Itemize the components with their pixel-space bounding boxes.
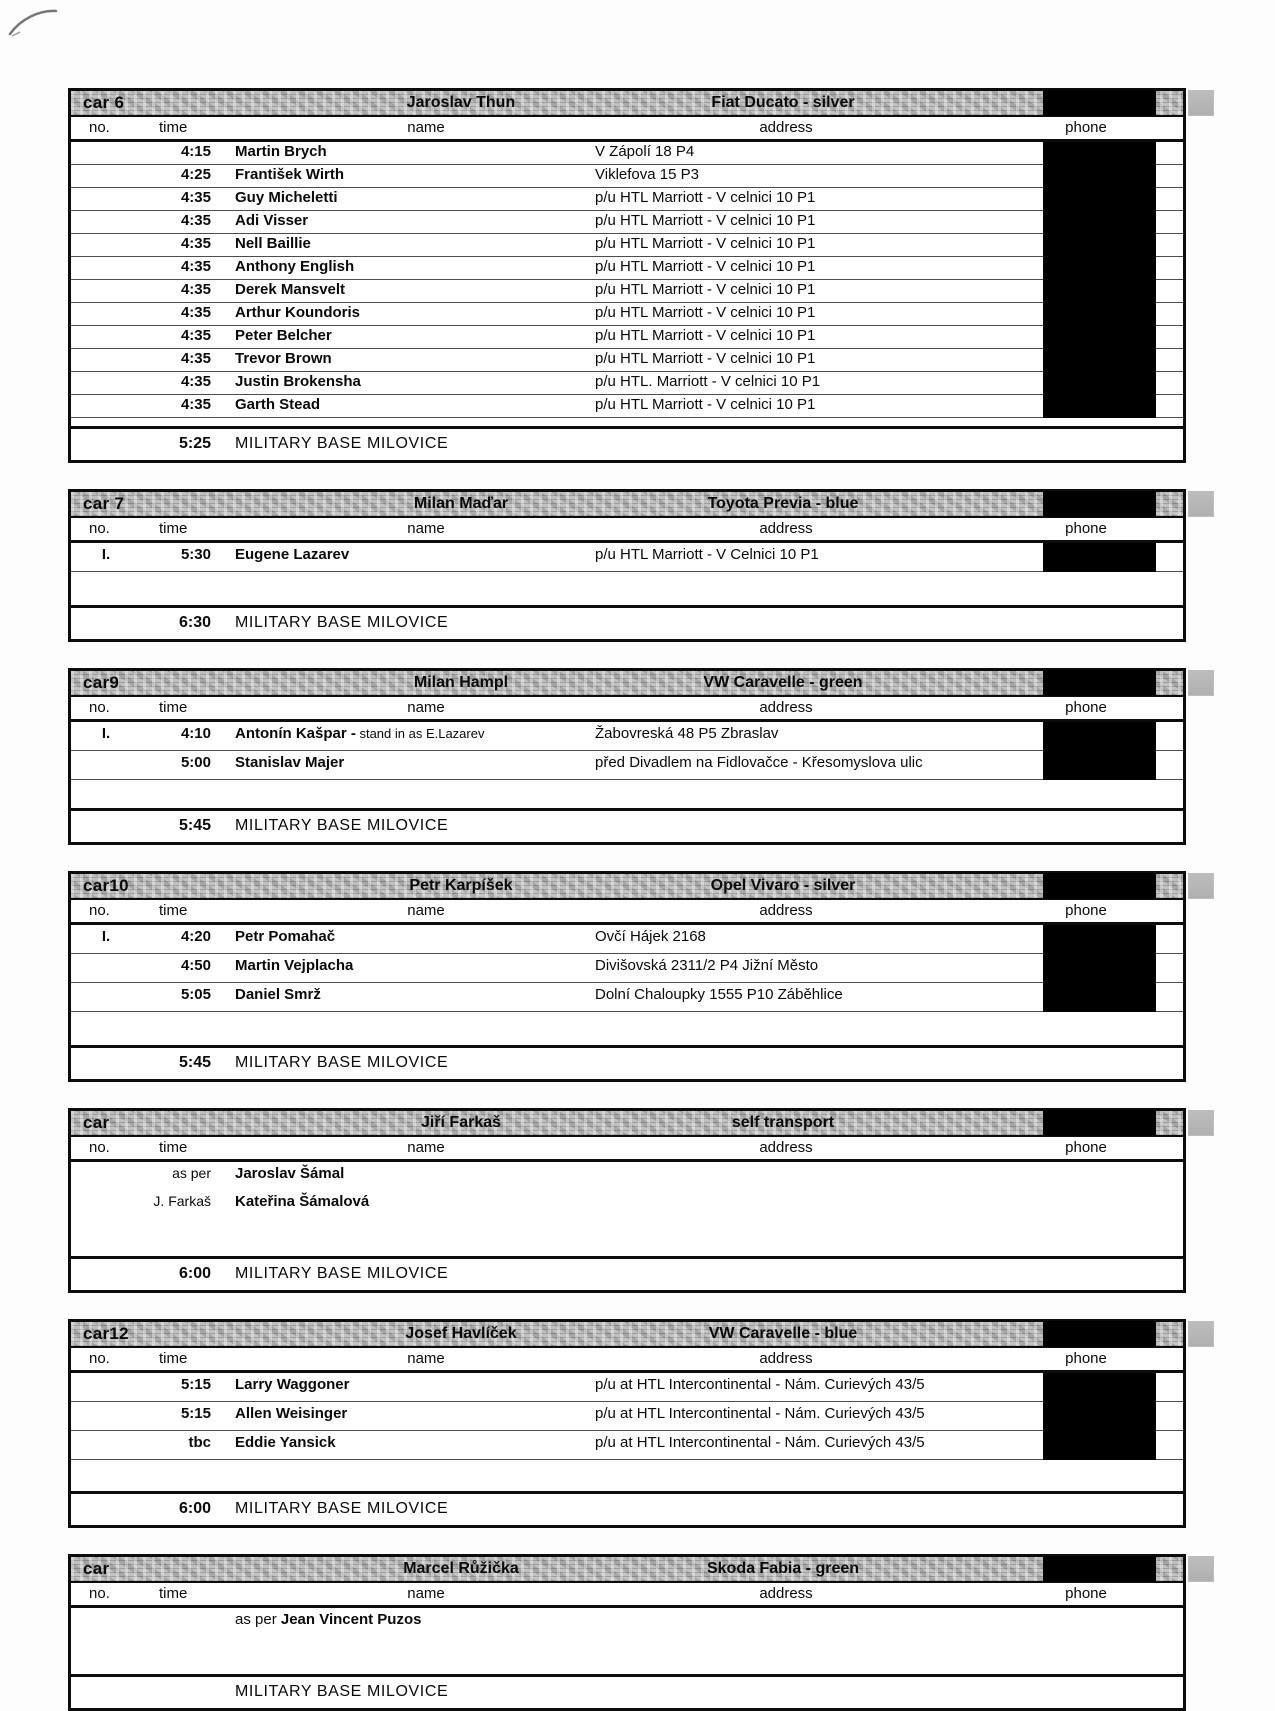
row-number: I. (101, 928, 111, 945)
departure-destination: MILITARY BASE MILOVICE (235, 1265, 449, 1282)
passenger-name (235, 212, 585, 229)
name-text: František Wirth (235, 166, 345, 183)
pickup-address: p/u at HTL Intercontinental - Nám. Curievých 43/5 (595, 1405, 925, 1422)
pickup-time: 4:35 (180, 212, 211, 229)
name-text: Guy Micheletti (235, 189, 338, 206)
passenger-name (235, 258, 585, 275)
phone-redaction-block (1043, 543, 1156, 572)
phone-redaction-block (1043, 925, 1156, 1012)
pickup-address: p/u HTL. Marriott - V celnici 10 P1 (595, 373, 821, 390)
table-header-bar (71, 671, 1183, 697)
table-header-bar (71, 1557, 1183, 1583)
pickup-address: p/u HTL Marriott - V celnici 10 P1 (595, 327, 816, 344)
departure-time: 6:30 (178, 614, 211, 631)
pickup-address: Divišovská 2311/2 P4 Jižní Město (595, 957, 819, 974)
column-header-row (71, 518, 1183, 543)
passenger-row (71, 925, 1183, 954)
phone-redaction-bar (1043, 670, 1156, 696)
passenger-name (235, 1165, 585, 1182)
car-label: car 6 (83, 93, 125, 112)
col-header-no: no. (89, 1139, 110, 1156)
col-header-time: time (159, 699, 188, 716)
table-body (71, 1162, 1183, 1256)
pickup-address: Ovčí Hájek 2168 (595, 928, 706, 945)
rows-container (71, 1162, 1183, 1218)
vehicle-label: Skoda Fabia - green (706, 1560, 860, 1577)
car-label: car12 (83, 1324, 129, 1343)
departure-destination: MILITARY BASE MILOVICE (235, 1683, 449, 1700)
passenger-row (71, 543, 1183, 572)
departure-row (71, 605, 1183, 639)
row-number: I. (101, 725, 111, 742)
pickup-time: 4:35 (180, 235, 211, 252)
phone-redaction-block (1043, 142, 1156, 418)
table-header-bar (71, 1111, 1183, 1137)
departure-time: 6:00 (178, 1265, 211, 1282)
car-label: car (83, 1559, 110, 1578)
passenger-name (235, 928, 585, 945)
pickup-time: tbc (188, 1434, 211, 1451)
departure-destination: MILITARY BASE MILOVICE (235, 435, 449, 452)
vehicle-label: Toyota Previa - blue (707, 495, 859, 512)
departure-row (71, 1256, 1183, 1290)
pickup-address: Viklefova 15 P3 (595, 166, 699, 183)
pickup-address: p/u HTL Marriott - V celnici 10 P1 (595, 189, 816, 206)
passenger-row (71, 234, 1183, 257)
passenger-name (235, 166, 585, 183)
passenger-row (71, 954, 1183, 983)
col-header-phone: phone (1065, 902, 1107, 919)
pickup-address: Dolní Chaloupky 1555 P10 Záběhlice (595, 986, 843, 1003)
col-header-time: time (159, 1585, 188, 1602)
table-header-bar (71, 1322, 1183, 1348)
passenger-row (71, 372, 1183, 395)
passenger-name (235, 1376, 585, 1393)
pickup-time: 4:35 (180, 350, 211, 367)
col-header-time: time (159, 119, 188, 136)
vehicle-label: Opel Vivaro - silver (710, 877, 856, 894)
col-header-name: name (407, 699, 445, 716)
passenger-row (71, 257, 1183, 280)
pickup-address: p/u at HTL Intercontinental - Nám. Curievých 43/5 (595, 1434, 925, 1451)
pickup-address: p/u HTL Marriott - V Celnici 10 P1 (595, 546, 819, 563)
passenger-name (235, 281, 585, 298)
column-header-row (71, 1348, 1183, 1373)
column-header-row (71, 697, 1183, 722)
passenger-row (71, 1402, 1183, 1431)
departure-row (71, 1674, 1183, 1708)
vehicle-label: self transport (731, 1114, 835, 1131)
column-header-row (71, 1137, 1183, 1162)
phone-redaction-bar (1043, 1556, 1156, 1582)
passenger-row (71, 1373, 1183, 1402)
phone-redaction-bar (1043, 90, 1156, 116)
table-body (71, 1608, 1183, 1674)
pickup-address: p/u HTL Marriott - V celnici 10 P1 (595, 350, 816, 367)
table-body (71, 543, 1183, 605)
pickup-time: J. Farkaš (153, 1193, 211, 1209)
departure-destination: MILITARY BASE MILOVICE (235, 1054, 449, 1071)
departure-time: 5:25 (178, 435, 211, 452)
passenger-row (71, 303, 1183, 326)
rows-container (71, 543, 1183, 572)
name-text: Martin Vejplacha (235, 957, 354, 974)
pickup-time: 4:35 (180, 396, 211, 413)
column-header-row (71, 117, 1183, 142)
pickup-time: 4:35 (180, 281, 211, 298)
pickup-address: V Zápolí 18 P4 (595, 143, 695, 160)
col-header-time: time (159, 520, 188, 537)
departure-row (71, 808, 1183, 842)
col-header-no: no. (89, 902, 110, 919)
passenger-name (235, 986, 585, 1003)
pickup-address: p/u at HTL Intercontinental - Nám. Curievých 43/5 (595, 1376, 925, 1393)
rows-container (71, 1608, 1183, 1636)
phone-redaction-bar (1043, 1110, 1156, 1136)
pickup-time: 5:05 (180, 986, 211, 1003)
passenger-name (235, 1434, 585, 1451)
pickup-time: 4:35 (180, 373, 211, 390)
table-header-bar (71, 492, 1183, 518)
pickup-address: p/u HTL Marriott - V celnici 10 P1 (595, 258, 816, 275)
col-header-phone: phone (1065, 119, 1107, 136)
col-header-name: name (407, 1585, 445, 1602)
departure-row (71, 426, 1183, 460)
phone-redaction-bar (1043, 491, 1156, 517)
pickup-address: p/u HTL Marriott - V celnici 10 P1 (595, 281, 816, 298)
col-header-no: no. (89, 520, 110, 537)
table-body (71, 1373, 1183, 1491)
name-prefix: as per (235, 1611, 281, 1628)
table-header-bar (71, 874, 1183, 900)
column-header-row (71, 900, 1183, 925)
passenger-name (235, 957, 585, 974)
transport-table (68, 871, 1186, 1082)
table-body (71, 925, 1183, 1045)
col-header-no: no. (89, 1350, 110, 1367)
departure-destination: MILITARY BASE MILOVICE (235, 1500, 449, 1517)
name-text: Larry Waggoner (235, 1376, 350, 1393)
col-header-phone: phone (1065, 1139, 1107, 1156)
col-header-phone: phone (1065, 699, 1107, 716)
departure-destination: MILITARY BASE MILOVICE (235, 614, 449, 631)
pickup-time: 4:50 (180, 957, 211, 974)
pickup-time: 4:25 (180, 166, 211, 183)
passenger-row (71, 983, 1183, 1012)
transport-table (68, 668, 1186, 845)
name-text: Martin Brych (235, 143, 327, 160)
table-body (71, 722, 1183, 808)
pickup-time: 5:00 (180, 754, 211, 771)
name-text: Daniel Smrž (235, 986, 321, 1003)
car-label: car (83, 1113, 110, 1132)
passenger-row (71, 280, 1183, 303)
name-text: Justin Brokensha (235, 373, 361, 390)
driver-name: Marcel Růžička (403, 1560, 519, 1577)
passenger-name (235, 143, 585, 160)
passenger-row (71, 188, 1183, 211)
pickup-time: 4:35 (180, 189, 211, 206)
passenger-name (235, 1611, 585, 1628)
col-header-phone: phone (1065, 520, 1107, 537)
pickup-time: 4:35 (180, 327, 211, 344)
passenger-row (71, 1190, 1183, 1218)
pickup-address: p/u HTL Marriott - V celnici 10 P1 (595, 212, 816, 229)
passenger-row (71, 395, 1183, 418)
departure-destination: MILITARY BASE MILOVICE (235, 817, 449, 834)
name-text: Antonín Kašpar - (235, 725, 356, 742)
departure-time: 5:45 (178, 817, 211, 834)
col-header-address: address (759, 520, 813, 537)
col-header-time: time (159, 1139, 188, 1156)
table-body (71, 142, 1183, 426)
col-header-address: address (759, 1585, 813, 1602)
table-header-bar (71, 91, 1183, 117)
passenger-name (235, 546, 585, 563)
transport-table (68, 1108, 1186, 1293)
col-header-no: no. (89, 119, 110, 136)
tables-root (0, 88, 1275, 1711)
pickup-time: 5:30 (180, 546, 211, 563)
passenger-name (235, 350, 585, 367)
col-header-address: address (759, 699, 813, 716)
passenger-name (235, 754, 585, 771)
col-header-name: name (407, 1139, 445, 1156)
name-text: Adi Visser (235, 212, 309, 229)
col-header-no: no. (89, 699, 110, 716)
name-text: Nell Baillie (235, 235, 311, 252)
passenger-name (235, 1193, 585, 1210)
column-header-row (71, 1583, 1183, 1608)
pickup-address: p/u HTL Marriott - V celnici 10 P1 (595, 396, 816, 413)
passenger-row (71, 722, 1183, 751)
driver-name: Jaroslav Thun (406, 94, 516, 111)
col-header-phone: phone (1065, 1585, 1107, 1602)
col-header-phone: phone (1065, 1350, 1107, 1367)
name-text: Allen Weisinger (235, 1405, 348, 1422)
col-header-name: name (407, 1350, 445, 1367)
transport-table (68, 88, 1186, 463)
driver-name: Petr Karpíšek (409, 877, 513, 894)
passenger-name (235, 189, 585, 206)
pickup-time: 4:20 (180, 928, 211, 945)
departure-time: 5:45 (178, 1054, 211, 1071)
pickup-time: 4:35 (180, 258, 211, 275)
name-text: Garth Stead (235, 396, 321, 413)
name-text: Eugene Lazarev (235, 546, 350, 563)
rows-container (71, 142, 1183, 418)
col-header-time: time (159, 1350, 188, 1367)
vehicle-label: VW Caravelle - blue (708, 1325, 858, 1342)
name-text: Stanislav Majer (235, 754, 345, 771)
rows-container (71, 925, 1183, 1012)
passenger-name (235, 725, 585, 742)
name-text: Trevor Brown (235, 350, 332, 367)
col-header-address: address (759, 1350, 813, 1367)
driver-name: Milan Maďar (413, 495, 509, 512)
phone-redaction-bar (1043, 1321, 1156, 1347)
car-label: car 7 (83, 494, 125, 513)
passenger-row (71, 349, 1183, 372)
passenger-row (71, 751, 1183, 780)
driver-name: Milan Hampl (413, 674, 509, 691)
passenger-name (235, 327, 585, 344)
pickup-address: Žabovreská 48 P5 Zbraslav (595, 725, 779, 742)
departure-time: 6:00 (178, 1500, 211, 1517)
phone-redaction-block (1043, 1373, 1156, 1460)
name-text: Derek Mansvelt (235, 281, 346, 298)
pickup-time: 5:15 (180, 1376, 211, 1393)
passenger-row (71, 326, 1183, 349)
passenger-row (71, 142, 1183, 165)
name-text: Peter Belcher (235, 327, 332, 344)
pickup-time: 4:10 (180, 725, 211, 742)
rows-container (71, 722, 1183, 780)
pickup-time: 5:15 (180, 1405, 211, 1422)
passenger-row (71, 165, 1183, 188)
transport-table (68, 1554, 1186, 1711)
passenger-name (235, 1405, 585, 1422)
col-header-name: name (407, 902, 445, 919)
passenger-row (71, 211, 1183, 234)
car-label: car10 (83, 876, 129, 895)
passenger-name (235, 373, 585, 390)
vehicle-label: VW Caravelle - green (703, 674, 863, 691)
departure-row (71, 1045, 1183, 1079)
col-header-address: address (759, 902, 813, 919)
driver-name: Jiří Farkaš (420, 1114, 502, 1131)
pickup-time: as per (172, 1165, 211, 1181)
name-text: Anthony English (235, 258, 355, 275)
phone-redaction-block (1043, 722, 1156, 780)
row-number: I. (101, 546, 111, 563)
passenger-name (235, 396, 585, 413)
car-label: car9 (83, 673, 120, 692)
departure-row (71, 1491, 1183, 1525)
transport-table (68, 1319, 1186, 1528)
passenger-row (71, 1162, 1183, 1190)
passenger-row (71, 1431, 1183, 1460)
col-header-name: name (407, 520, 445, 537)
passenger-row (71, 1608, 1183, 1636)
passenger-name (235, 304, 585, 321)
name-text: Jean Vincent Puzos (280, 1611, 422, 1628)
pickup-address: p/u HTL Marriott - V celnici 10 P1 (595, 304, 816, 321)
pickup-time: 4:35 (180, 304, 211, 321)
name-text: Arthur Koundoris (235, 304, 360, 321)
transport-table (68, 489, 1186, 642)
name-note: stand in as E.Lazarev (355, 726, 485, 741)
col-header-address: address (759, 119, 813, 136)
name-text: Kateřina Šámalová (235, 1193, 370, 1210)
phone-redaction-bar (1043, 873, 1156, 899)
pickup-address: před Divadlem na Fidlovačce - Křesomyslova ulic (595, 754, 923, 771)
col-header-address: address (759, 1139, 813, 1156)
name-text: Eddie Yansick (235, 1434, 336, 1451)
pen-mark (4, 2, 74, 47)
pickup-time: 4:15 (180, 143, 211, 160)
passenger-name (235, 235, 585, 252)
name-text: Petr Pomahač (235, 928, 336, 945)
col-header-time: time (159, 902, 188, 919)
name-text: Jaroslav Šámal (235, 1165, 345, 1182)
vehicle-label: Fiat Ducato - silver (711, 94, 855, 111)
rows-container (71, 1373, 1183, 1460)
driver-name: Josef Havlíček (405, 1325, 517, 1342)
col-header-name: name (407, 119, 445, 136)
pickup-address: p/u HTL Marriott - V celnici 10 P1 (595, 235, 816, 252)
col-header-no: no. (89, 1585, 110, 1602)
